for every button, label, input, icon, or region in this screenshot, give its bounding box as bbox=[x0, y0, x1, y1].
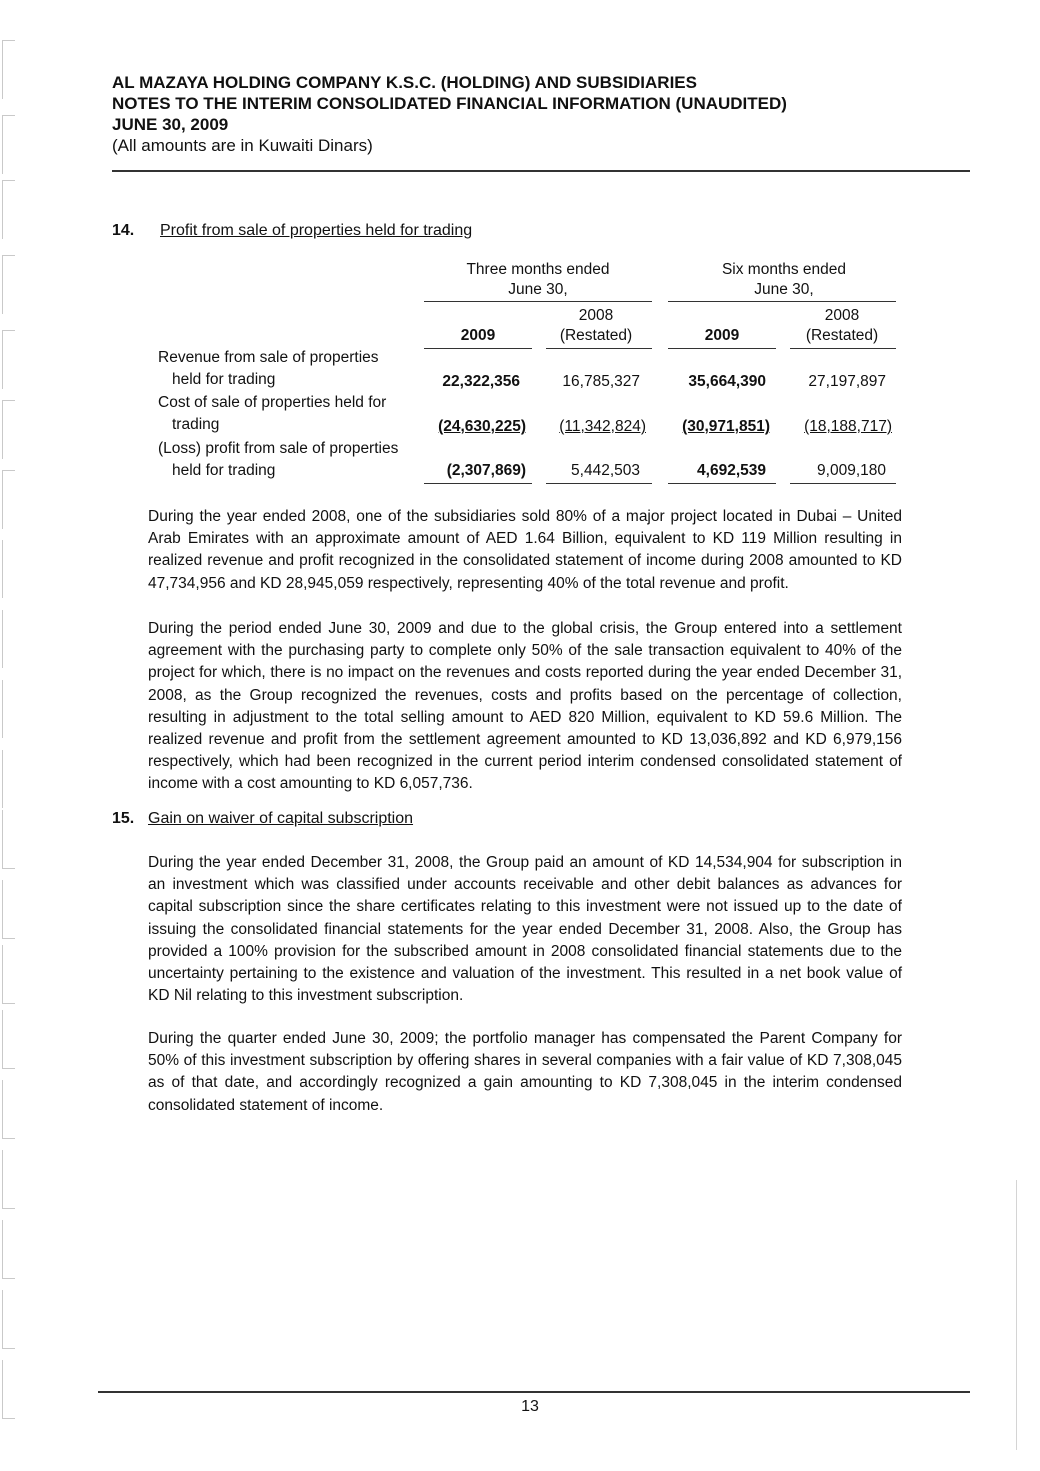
column-header-label: (Restated) bbox=[559, 327, 633, 344]
column-header-underline bbox=[546, 348, 652, 349]
binding-mark bbox=[2, 880, 15, 939]
section-14-number: 14. bbox=[112, 222, 135, 239]
total-underline bbox=[424, 483, 532, 484]
group-header-line: June 30, bbox=[754, 281, 814, 298]
group-underline bbox=[668, 301, 896, 302]
binding-mark bbox=[2, 400, 15, 459]
row-label-line: held for trading bbox=[172, 371, 276, 388]
row-label-cost bbox=[158, 392, 408, 436]
group-header-six-months bbox=[666, 260, 902, 300]
binding-mark bbox=[2, 180, 15, 239]
column-header bbox=[668, 306, 776, 346]
group-underline bbox=[424, 301, 652, 302]
cell-value: 9,009,180 bbox=[817, 462, 886, 479]
column-header bbox=[424, 306, 532, 346]
page-number: 13 bbox=[521, 1398, 539, 1415]
cell-value: 22,322,356 bbox=[442, 373, 520, 390]
binding-mark bbox=[2, 1080, 15, 1139]
section-14-paragraph: During the year ended 2008, one of the subsidiaries sold 80% of a major project located in Dubai – United Arab Emirates with an approximate amount of AED 1.64 Billion, equivalent to KD 119 Million resulting in realized revenue and profit recognized in the consolidated statement of income during 2008 amounted to KD 47,734,956 and KD 28,945,059 respectively, representing 40% of the total revenue and profit. bbox=[148, 508, 902, 592]
scan-edge-line bbox=[1016, 1180, 1017, 1450]
group-header-three-months bbox=[420, 260, 656, 300]
company-name: AL MAZAYA HOLDING COMPANY K.S.C. (HOLDING) AND SUBSIDIARIES bbox=[112, 73, 697, 92]
binding-mark bbox=[2, 115, 15, 174]
total-underline bbox=[546, 483, 652, 484]
binding-mark bbox=[2, 610, 15, 668]
column-header-underline bbox=[790, 348, 896, 349]
row-label-line: held for trading bbox=[172, 462, 276, 479]
column-header-label: (Restated) bbox=[805, 327, 879, 344]
column-header-underline bbox=[668, 348, 776, 349]
column-header-top bbox=[424, 306, 532, 326]
section-15-paragraph: During the quarter ended June 30, 2009; the portfolio manager has compensated the Parent Company for 50% of this investment subscription by offering shares in several companies with a fair value of KD 7,308,045 as of that date, and accordingly recognized a gain amounting to KD 7,308,045 in the interim condensed consolidated statement of income. bbox=[148, 1030, 902, 1114]
footer-divider bbox=[98, 1391, 970, 1393]
section-15-number: 15. bbox=[112, 810, 135, 827]
column-header-top: 2008 bbox=[578, 307, 614, 324]
cell-value: (24,630,225) bbox=[438, 418, 526, 435]
binding-mark bbox=[2, 1290, 15, 1349]
cell-value: (11,342,824) bbox=[559, 418, 646, 435]
column-header-top: 2008 bbox=[824, 307, 860, 324]
document-header bbox=[112, 72, 972, 156]
binding-mark bbox=[2, 40, 15, 99]
column-header-top bbox=[668, 306, 776, 326]
section-14-paragraph: During the period ended June 30, 2009 and due to the global crisis, the Group entered into a settlement agreement with the purchasing party to complete only 50% of the sale transaction equivalent to 40% of the project for which, there is no impact on the revenues and costs reported during the year ended December 31, 2008, as the Group recognized the revenues, costs and profits based on the percentage of collection, resulting in adjustment to the total selling amount to AED 820 Million, equivalent to KD 59.6 Million. The realized revenue and profit from the settlement agreement amounted to KD 13,036,892 and KD 6,979,156 respectively, which had been recognized in the current period interim condensed consolidated statement of income with a cost amounting to KD 6,057,736. bbox=[148, 620, 902, 793]
binding-mark bbox=[2, 680, 15, 738]
column-header-underline bbox=[424, 348, 532, 349]
row-label-profit bbox=[158, 438, 408, 482]
binding-mark bbox=[2, 945, 15, 1004]
header-divider bbox=[112, 170, 970, 172]
column-header-label: 2009 bbox=[704, 327, 740, 344]
binding-mark bbox=[2, 1010, 15, 1069]
total-underline bbox=[790, 483, 896, 484]
cell-value: (30,971,851) bbox=[682, 418, 770, 435]
row-label-line: trading bbox=[172, 416, 220, 433]
group-header-line: June 30, bbox=[508, 281, 568, 298]
row-label-revenue bbox=[158, 347, 408, 391]
section-15-paragraph: During the year ended December 31, 2008, the Group paid an amount of KD 14,534,904 for subscription in an investment which was classified under accounts receivable and other debit balances as advances for capital subscription since the share certificates relating to this investment were not issued up to the date of issuing the consolidated financial statements for the year ended December 31, 2008. Also, the Group has provided a 100% provision for the subscribed amount in 2008 consolidated financial statements due to the uncertainty pertaining to the existence and valuation of the investment. This resulted in a net book value of KD Nil relating to this investment subscription. bbox=[148, 854, 902, 1005]
binding-mark bbox=[2, 330, 15, 389]
binding-mark bbox=[2, 470, 15, 529]
row-label-line: Cost of sale of properties held for bbox=[158, 394, 387, 411]
section-14-title: Profit from sale of properties held for trading bbox=[160, 222, 473, 239]
binding-mark bbox=[2, 750, 15, 808]
report-date: JUNE 30, 2009 bbox=[112, 115, 229, 134]
notes-title: NOTES TO THE INTERIM CONSOLIDATED FINANCIAL INFORMATION (UNAUDITED) bbox=[112, 94, 787, 113]
row-label-line: (Loss) profit from sale of properties bbox=[158, 440, 399, 457]
total-underline bbox=[668, 483, 776, 484]
row-label-line: Revenue from sale of properties bbox=[158, 349, 379, 366]
column-header bbox=[540, 306, 652, 346]
cell-value: (2,307,869) bbox=[446, 462, 526, 479]
binding-mark bbox=[2, 1220, 15, 1279]
cell-value: 27,197,897 bbox=[808, 373, 886, 390]
binding-mark bbox=[2, 810, 15, 869]
section-15-title: Gain on waiver of capital subscription bbox=[148, 810, 414, 827]
cell-value: 4,692,539 bbox=[697, 462, 766, 479]
binding-mark bbox=[2, 540, 15, 598]
column-header-label: 2009 bbox=[460, 327, 496, 344]
cell-value: 35,664,390 bbox=[688, 373, 766, 390]
cell-value: (18,188,717) bbox=[804, 418, 892, 435]
currency-note: (All amounts are in Kuwaiti Dinars) bbox=[112, 136, 373, 155]
column-header bbox=[786, 306, 898, 346]
cell-value: 5,442,503 bbox=[571, 462, 640, 479]
group-header-line: Six months ended bbox=[721, 261, 847, 278]
binding-mark bbox=[2, 1360, 15, 1419]
binding-mark bbox=[2, 1150, 15, 1209]
cell-value: 16,785,327 bbox=[562, 373, 640, 390]
binding-mark bbox=[2, 255, 15, 314]
group-header-line: Three months ended bbox=[466, 261, 610, 278]
